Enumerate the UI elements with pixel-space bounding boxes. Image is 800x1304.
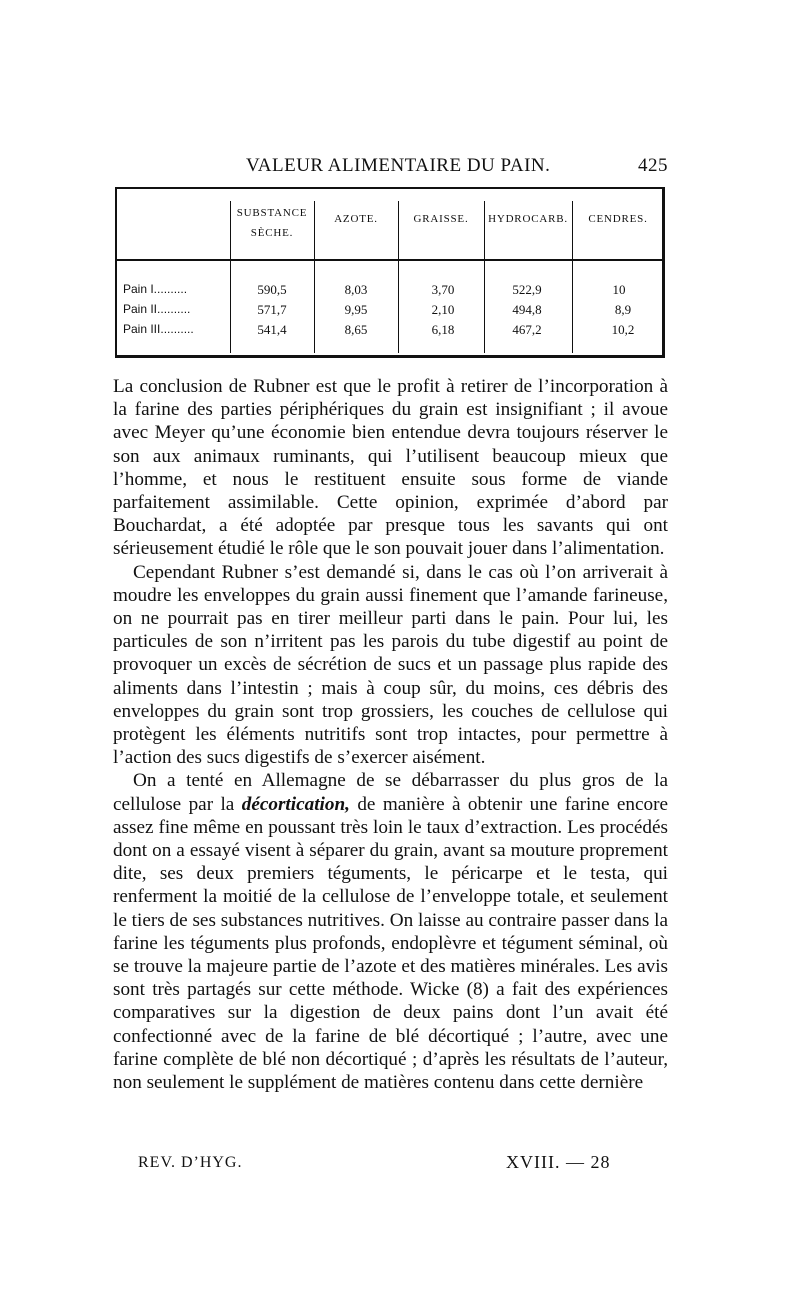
table-cell: 2,10 bbox=[431, 302, 455, 317]
table-cell: 590,5 bbox=[257, 282, 287, 297]
body-text bbox=[113, 375, 668, 1094]
table-cell: 541,4 bbox=[257, 322, 287, 337]
column-header: CENDRES. bbox=[588, 213, 648, 225]
paragraph bbox=[113, 769, 668, 1094]
row-label: Pain I.......... bbox=[123, 282, 188, 296]
running-head bbox=[118, 155, 668, 181]
column-header: AZOTE. bbox=[334, 213, 378, 225]
table-row bbox=[117, 282, 662, 302]
page-title: VALEUR ALIMENTAIRE DU PAIN. bbox=[246, 155, 551, 176]
paragraph-text: On a tenté en Allemagne de se débarrasser du plus gros de la cellulose par la bbox=[113, 770, 668, 815]
paragraph-text: de manière à obtenir une farine encore assez fine même en poussant très loin le taux d’extraction. Les procédés dont on a essayé visent à séparer du grain, avant sa mouture proprement dite, ses deux premiers téguments, le péricarpe et le testa, qui renferment la moitié de la cellulose de l’enveloppe totale, et seulement le tiers de ses substances nutritives. On laisse au contraire passer dans la farine les téguments plus profonds, endoplèvre et tégument séminal, où se trouve la majeure partie de l’azote et des matières minérales. Les avis sont très partagés sur cette méthode. Wicke (8) a fait des expériences comparatives sur la digestion de deux pains dont l’un avait été confectionné avec de la farine de blé décortiqué ; l’autre, avec une farine complète de blé non décortiqué ; d’après les résultats de l’auteur, non seulement le supplément de matières contenu dans cette dernière bbox=[113, 793, 668, 1094]
composition-table bbox=[115, 187, 665, 358]
table-cell: 467,2 bbox=[512, 322, 542, 337]
table-cell: 10,2 bbox=[611, 322, 635, 337]
table-header-rule bbox=[117, 259, 662, 261]
paragraph: La conclusion de Rubner est que le profit à retirer de l’incorporation à la farine des parties périphériques du grain est insignifiant ; il avoue avec Meyer qu’une économie bien entendue devra toujours réserver le son aux animaux ruminants, qui l’utilisent beaucoup mieux que l’homme, et nous le restituent ensuite sous forme de viande parfaitement assimilable. Cette opinion, exprimée d’abord par Bouchardat, a été adoptée par presque tous les savants qui ont sérieusement étudié le rôle que le son pouvait jouer dans l’alimentation. bbox=[113, 376, 668, 560]
table-cell: 494,8 bbox=[512, 302, 542, 317]
sheet-signature: XVIII. — 28 bbox=[506, 1152, 611, 1172]
page-footer bbox=[118, 1152, 668, 1178]
column-header: GRAISSE. bbox=[413, 213, 469, 225]
table-cell: 3,70 bbox=[431, 282, 455, 297]
row-label: Pain III.......... bbox=[123, 322, 194, 336]
table-row bbox=[117, 302, 662, 322]
column-header: HYDROCARB. bbox=[488, 213, 568, 225]
table-cell: 8,9 bbox=[614, 302, 632, 317]
row-label: Pain II.......... bbox=[123, 302, 191, 316]
page-number: 425 bbox=[638, 155, 668, 176]
table-cell: 10 bbox=[612, 282, 626, 297]
paragraph: Cependant Rubner s’est demandé si, dans le cas où l’on arriverait à moudre les enveloppes du grain aussi finement que l’amande farineuse, on ne pourrait pas en tirer meilleur parti dans le pain. Pour lui, les particules de son n’irritent pas les parois du tube digestif au point de provoquer un excès de sécrétion de sucs et un passage plus rapide des aliments dans l’intestin ; mais à coup sûr, du moins, ces débris des enveloppes du grain sont trop grossiers, les couches de cellulose qui protègent les éléments nutritifs sont trop intactes, pour permettre à l’action des sucs digestifs de s’exercer aisément. bbox=[113, 561, 668, 769]
table-row bbox=[117, 322, 662, 342]
table-cell: 6,18 bbox=[431, 322, 455, 337]
table-cell: 9,95 bbox=[344, 302, 368, 317]
table-cell: 8,03 bbox=[344, 282, 368, 297]
table-cell: 571,7 bbox=[257, 302, 287, 317]
table-cell: 522,9 bbox=[512, 282, 542, 297]
table-cell: 8,65 bbox=[344, 322, 368, 337]
emphasis-term: décortication, bbox=[241, 793, 350, 815]
column-header: SUBSTANCE SÈCHE. bbox=[236, 207, 308, 239]
journal-signature: REV. D’HYG. bbox=[138, 1154, 243, 1171]
